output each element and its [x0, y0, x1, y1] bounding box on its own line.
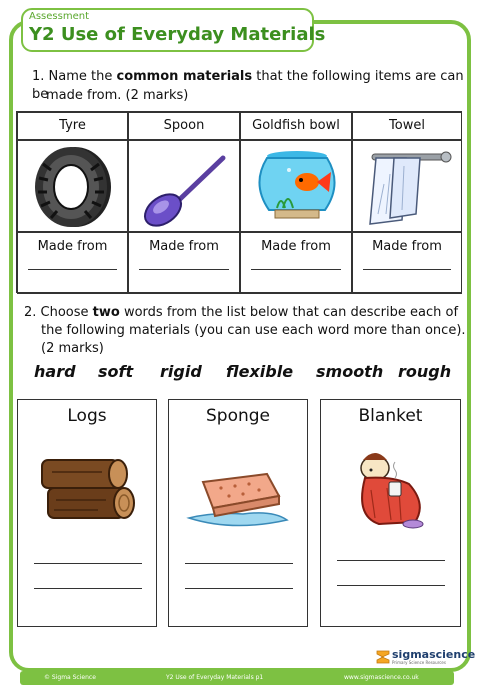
assessment-label: Assessment	[29, 11, 89, 22]
towel-icon	[358, 144, 458, 230]
answer-line[interactable]	[337, 560, 445, 561]
q2-text-part2: words from the list below that can describe each of	[119, 305, 459, 320]
word-hard: hard	[34, 362, 76, 381]
col-head-spoon: Spoon	[128, 112, 240, 140]
made-from-label: Made from	[261, 239, 331, 254]
q2-text-part1: 2. Choose	[24, 305, 93, 320]
q2-bold-word: two	[92, 305, 120, 320]
answer-cell-spoon	[128, 232, 240, 294]
answer-line[interactable]	[34, 588, 142, 589]
sigma-science-logo	[375, 647, 476, 667]
logs-icon	[32, 452, 142, 542]
answer-line[interactable]	[185, 588, 293, 589]
material-title-logs: Logs	[67, 406, 107, 426]
q1-text-part1: 1. Name the	[32, 69, 117, 84]
logo-name: sigmascience	[392, 648, 476, 661]
sigma-logo-icon	[375, 649, 391, 665]
q1-bold-phrase: common materials	[116, 69, 253, 84]
made-from-label: Made from	[149, 239, 219, 254]
made-from-label: Made from	[37, 239, 108, 254]
logo-tagline: Primary Science Resources	[392, 660, 446, 665]
footer-website[interactable]: www.sigmascience.co.uk	[344, 674, 419, 681]
word-smooth: smooth	[316, 362, 384, 381]
material-title-blanket: Blanket	[358, 406, 423, 426]
sponge-icon	[183, 452, 293, 542]
question-2-line2: the following materials (you can use each word more than once).	[41, 323, 466, 338]
page-title: Y2 Use of Everyday Materials	[29, 24, 326, 45]
goldfish-bowl-cell	[240, 140, 352, 232]
material-box-logs	[17, 399, 157, 627]
items-table	[16, 111, 462, 293]
footer-bar	[20, 671, 454, 685]
word-rigid: rigid	[160, 362, 202, 381]
spoon-icon	[135, 144, 235, 230]
material-title-sponge: Sponge	[205, 406, 270, 426]
q1-text-part2: that the following items are can be	[32, 69, 464, 102]
answer-line[interactable]	[34, 563, 142, 564]
footer-copyright: © Sigma Science	[44, 674, 96, 681]
answer-line[interactable]	[337, 585, 445, 586]
answer-line[interactable]	[363, 269, 451, 270]
answer-line[interactable]	[185, 563, 293, 564]
goldfish-bowl-icon	[247, 144, 347, 230]
tyre-cell	[17, 140, 128, 232]
answer-line[interactable]	[28, 269, 117, 270]
title-box	[21, 8, 326, 52]
word-rough: rough	[398, 362, 452, 381]
answer-cell-towel	[352, 232, 462, 294]
answer-cell-goldfish-bowl	[240, 232, 352, 294]
col-head-tyre: Tyre	[17, 112, 128, 140]
answer-cell-tyre	[17, 232, 128, 294]
question-2-line3: (2 marks)	[41, 341, 104, 356]
question-2-text	[24, 304, 458, 322]
tyre-icon	[23, 144, 123, 230]
col-head-towel: Towel	[352, 112, 462, 140]
towel-cell	[352, 140, 462, 232]
col-head-goldfish-bowl: Goldfish bowl	[240, 112, 352, 140]
word-soft: soft	[98, 362, 134, 381]
answer-line[interactable]	[251, 269, 341, 270]
material-box-blanket	[320, 399, 461, 627]
footer-page-label: Y2 Use of Everyday Materials p1	[166, 674, 264, 681]
material-box-sponge	[168, 399, 308, 627]
answer-line[interactable]	[139, 269, 229, 270]
blanket-icon	[335, 430, 445, 530]
word-flexible: flexible	[226, 362, 294, 381]
question-1-line2: made from. (2 marks)	[46, 88, 189, 103]
made-from-label: Made from	[372, 239, 442, 254]
spoon-cell	[128, 140, 240, 232]
